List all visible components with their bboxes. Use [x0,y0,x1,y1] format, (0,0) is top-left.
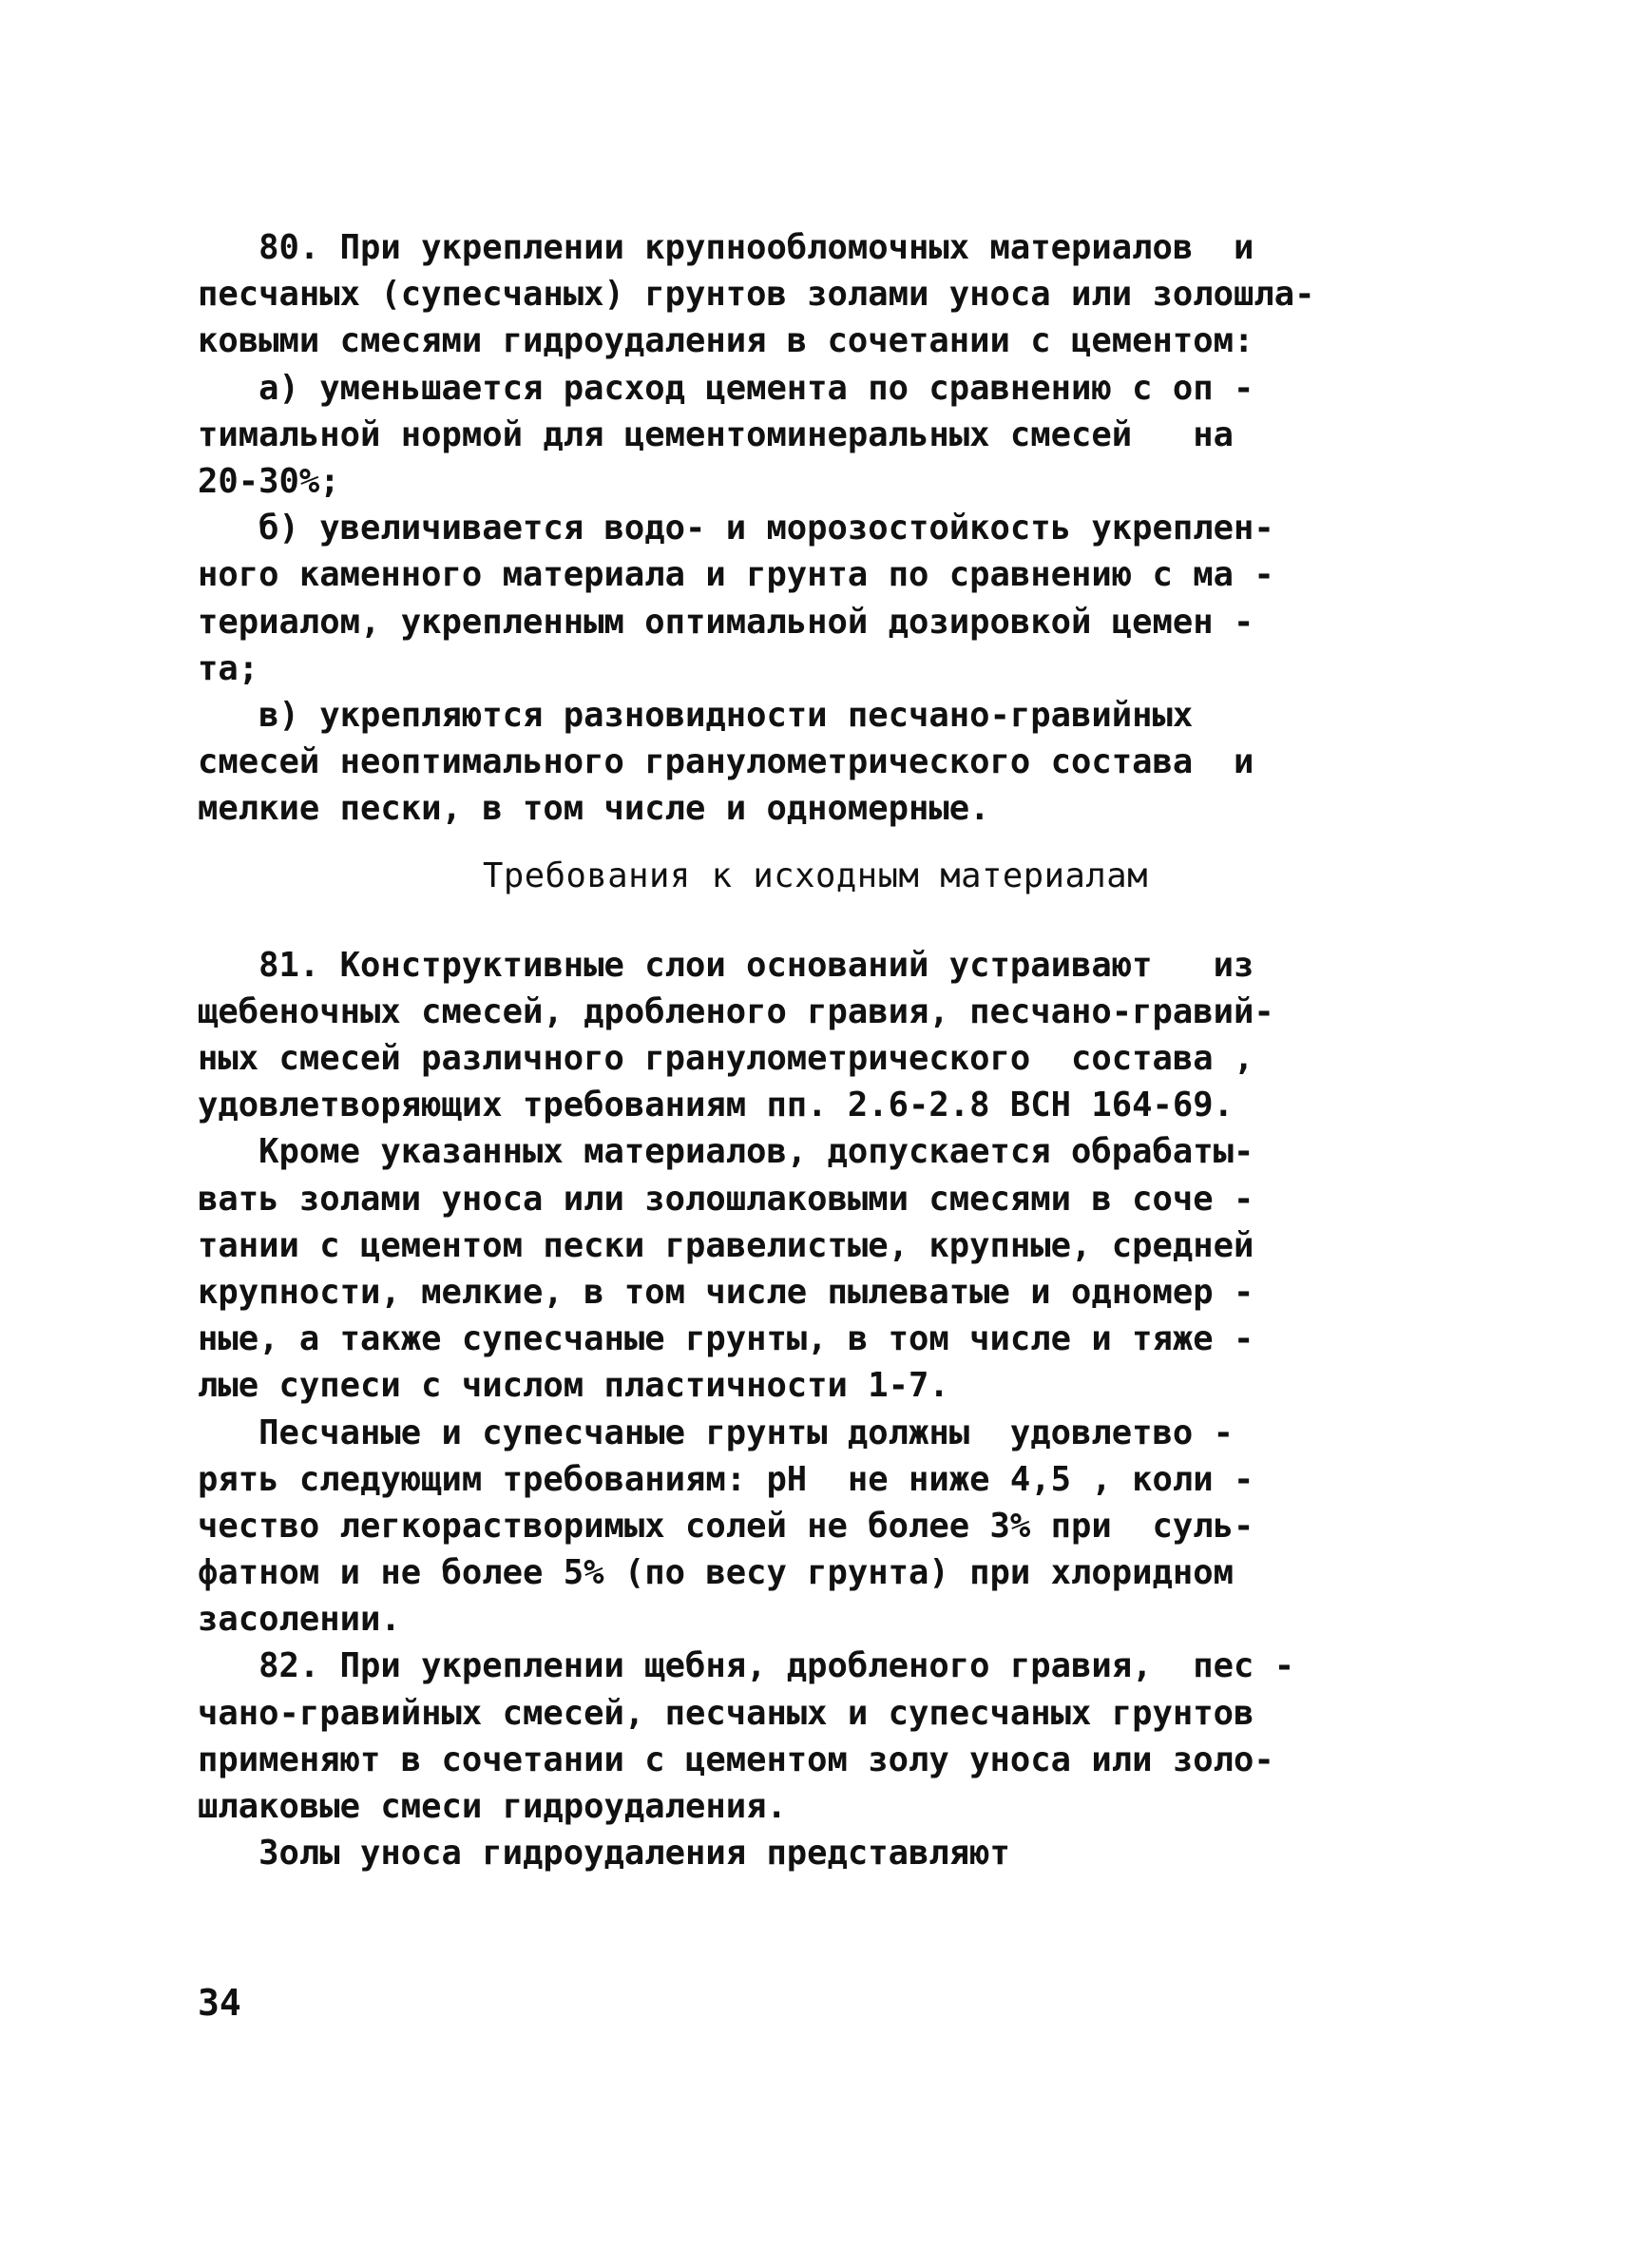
text-line: крупности, мелкие, в том числе пылеватые и одномер - [198,1272,1254,1312]
text-line: Кроме указанных материалов, допускается обрабаты- [198,1132,1254,1172]
text-line: шлаковые смеси гидроудаления. [198,1787,787,1826]
text-line: ковыми смесями гидроудаления в сочетании с цементом: [198,321,1254,361]
paragraph-81 [198,942,1433,1643]
section-heading: Требования к исходным материалам [483,856,1148,896]
continuation-line: Золы уноса гидроудаления представляют [198,1834,1010,1874]
text-line: вать золами уноса или золошлаковыми смесями в соче - [198,1179,1254,1219]
text-line: Песчаные и супесчаные грунты должны удовлетво - [198,1413,1235,1452]
text-line: мелкие пески, в том числе и одномерные. [198,789,990,829]
text-line: та; [198,648,259,688]
text-line: териалом, укрепленным оптимальной дозировкой цемен - [198,602,1254,642]
text-line: щебеночных смесей, дробленого гравия, песчано-гравий- [198,991,1274,1031]
text-line: 20-30%; [198,461,340,501]
text-line: 82. При укреплении щебня, дробленого гравия, пес - [198,1646,1295,1686]
text-line: ных смесей различного гранулометрического состава , [198,1039,1254,1078]
text-line: а) уменьшается расход цемента по сравнению с оп - [198,368,1254,408]
paragraph-80 [198,224,1433,832]
text-line: рять следующим требованиям: pH не ниже 4,5 , коли - [198,1459,1254,1499]
text-line: засолении. [198,1600,401,1640]
text-line: ного каменного материала и грунта по сравнению с ма - [198,555,1274,595]
text-line: б) увеличивается водо- и морозостойкость укреплен- [198,509,1274,548]
paragraph-82 [198,1643,1433,1830]
text-line: применяют в сочетании с цементом золу уноса или золо- [198,1739,1274,1779]
text-line: тании с цементом пески гравелистые, крупные, средней [198,1225,1254,1265]
text-line: в) укрепляются разновидности песчано-гравийных [198,695,1194,735]
text-line: лые супеси с числом пластичности 1-7. [198,1366,949,1406]
page-number: 34 [198,1982,241,2024]
text-line: ные, а также супесчаные грунты, в том числе и тяже - [198,1319,1254,1359]
text-line: смесей неоптимального гранулометрического состава и [198,742,1254,782]
text-line: 81. Конструктивные слои оснований устраивают из [198,945,1254,985]
text-line: чество легкорастворимых солей не более 3% при суль- [198,1506,1254,1546]
text-line: фатном и не более 5% (по весу грунта) при хлоридном [198,1553,1235,1593]
text-line: удовлетворяющих требованиям пп. 2.6-2.8 ВСН 164-69. [198,1086,1235,1125]
text-line: песчаных (супесчаных) грунтов золами уноса или золошла- [198,275,1315,315]
text-line: чано-гравийных смесей, песчаных и супесчаных грунтов [198,1693,1254,1733]
text-line: 80. При укреплении крупнообломочных материалов и [198,228,1254,267]
page-body [198,224,1433,1876]
text-line: тимальной нормой для цементоминеральных смесей на [198,414,1235,454]
